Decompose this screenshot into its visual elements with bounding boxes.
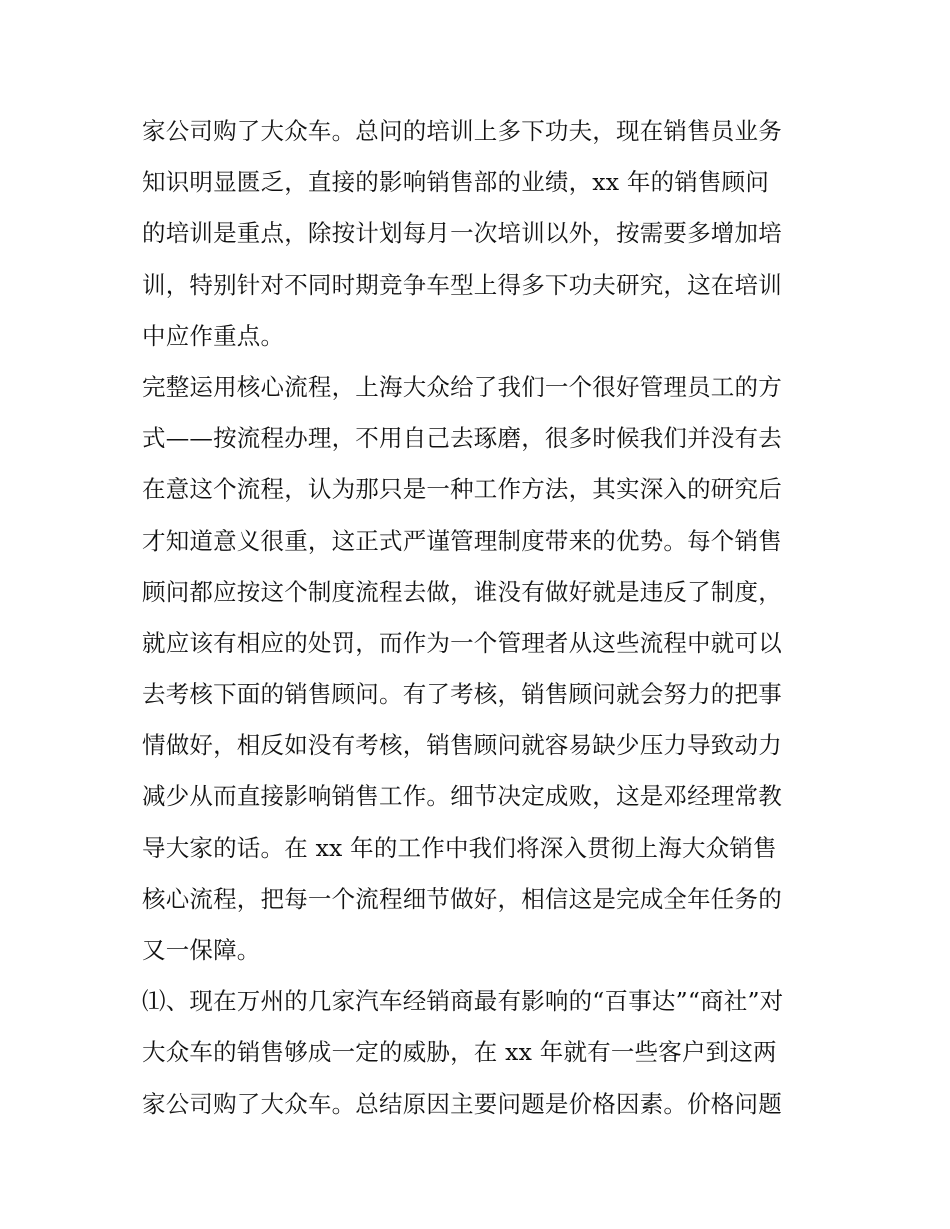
text-line: 训，特别针对不同时期竞争车型上得多下功夫研究，这在培训 [142, 270, 782, 299]
text-line: 又一保障。 [142, 936, 261, 964]
text-line: ⑴、现在万州的几家汽车经销商最有影响的“百事达”“商社”对 [142, 987, 784, 1016]
text-line: 完整运用核心流程，上海大众给了我们一个很好管理员工的方 [142, 372, 782, 401]
text-line: 减少从而直接影响销售工作。细节决定成败，这是邓经理常教 [142, 782, 782, 811]
text-line: 在意这个流程，认为那只是一种工作方法，其实深入的研究后 [142, 475, 782, 504]
text-line: 的培训是重点，除按计划每月一次培训以外，按需要多增加培 [142, 219, 782, 248]
text-line: 家公司购了大众车。总问的培训上多下功夫，现在销售员业务 [142, 117, 782, 145]
body-text [142, 106, 822, 1130]
text-line: 导大家的话。在 xx 年的工作中我们将深入贯彻上海大众销售 [142, 833, 777, 862]
text-line: 情做好，相反如没有考核，销售顾问就容易缺少压力导致动力 [142, 731, 782, 760]
text-line: 中应作重点。 [142, 321, 285, 350]
text-line: 顾问都应按这个制度流程去做，谁没有做好就是违反了制度， [142, 577, 782, 606]
text-line: 就应该有相应的处罚，而作为一个管理者从这些流程中就可以 [142, 628, 782, 657]
text-line: 家公司购了大众车。总结原因主要问题是价格因素。价格问题 [142, 1089, 782, 1118]
text-line: 知识明显匮乏，直接的影响销售部的业绩，xx 年的销售顾问 [142, 168, 770, 197]
text-line: 式——按流程办理，不用自己去琢磨，很多时候我们并没有去 [142, 424, 782, 453]
text-line: 才知道意义很重，这正式严谨管理制度带来的优势。每个销售 [142, 526, 782, 555]
text-line: 去考核下面的销售顾问。有了考核，销售顾问就会努力的把事 [142, 680, 782, 709]
text-line: 大众车的销售够成一定的威胁，在 xx 年就有一些客户到这两 [142, 1038, 777, 1067]
text-line: 核心流程，把每一个流程细节做好，相信这是完成全年任务的 [142, 884, 782, 913]
